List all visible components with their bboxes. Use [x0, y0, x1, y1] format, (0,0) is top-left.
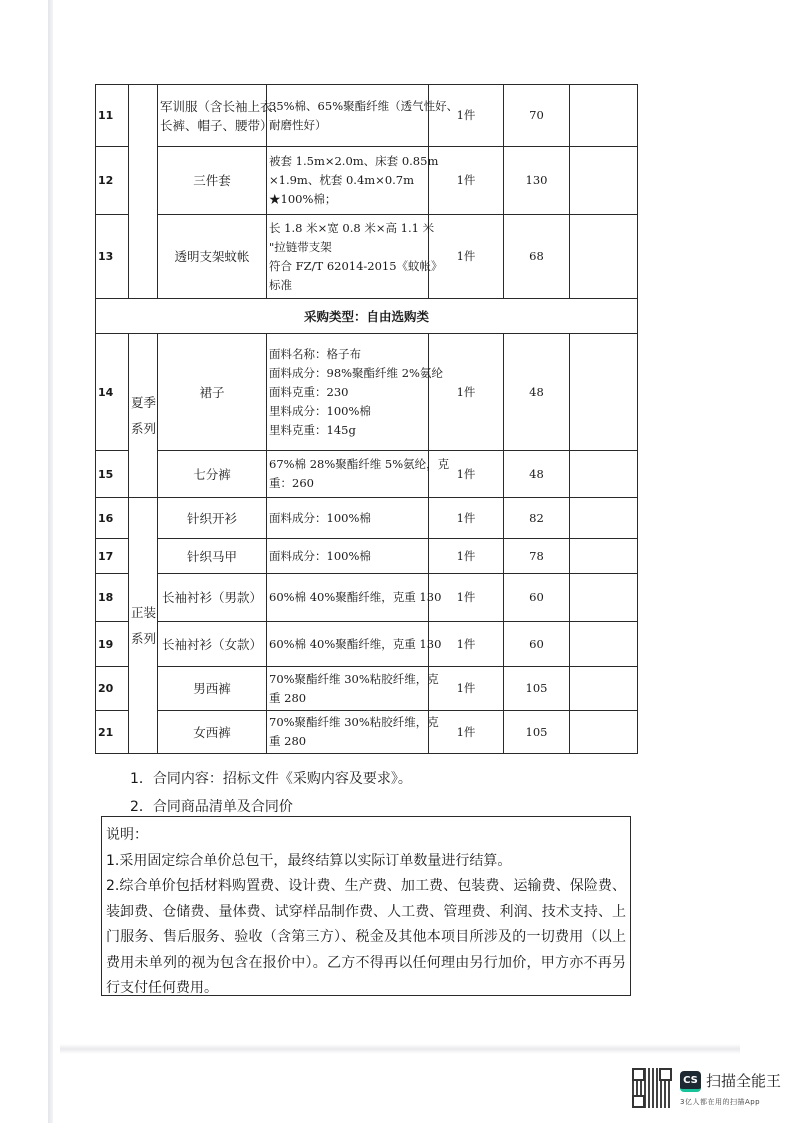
- item-spec-line: ×1.9m、枕套 0.4m×0.7m: [269, 173, 415, 187]
- item-number: 16: [96, 498, 129, 539]
- item-name: [158, 667, 267, 711]
- item-spec-line: 里料成分：100%棉: [269, 403, 371, 418]
- item-spec-line: 符合 FZ/T 62014-2015《蚊帐》: [269, 258, 443, 273]
- item-spec: [267, 622, 442, 667]
- item-name: [158, 215, 267, 299]
- item-number: 20: [96, 667, 129, 711]
- item-spec: [267, 147, 439, 215]
- table-row: [96, 498, 638, 539]
- table-row: [96, 147, 638, 215]
- item-number: 12: [96, 147, 129, 215]
- item-number: 18: [96, 574, 129, 622]
- table-row: [96, 539, 638, 574]
- item-price: 60: [504, 622, 570, 667]
- table-row: [96, 451, 638, 498]
- item-number: 13: [96, 215, 129, 299]
- item-name-line: 军训服（含长袖上衣、: [160, 98, 286, 114]
- item-spec-line: ★100%棉；: [269, 192, 337, 206]
- item-spec-line: 耐磨性好）: [269, 117, 327, 132]
- paragraph-contract-list: 2．合同商品清单及合同价: [130, 799, 293, 815]
- item-unit: 1件: [429, 215, 504, 299]
- item-name-line: 透明支架蚊帐: [174, 249, 250, 264]
- item-number: 17: [96, 539, 129, 574]
- category-cell: [129, 334, 158, 498]
- item-name-line: 长袖衬衫（女款）: [161, 636, 262, 652]
- item-unit: 1件: [429, 622, 504, 667]
- item-remark: [570, 622, 638, 667]
- item-remark: [570, 498, 638, 539]
- category-label: 夏季系列: [131, 394, 157, 436]
- item-name-line: 针织开衫: [186, 510, 237, 526]
- item-spec-line: 60%棉 40%聚酯纤维，克重 130: [269, 590, 442, 604]
- item-spec: [267, 539, 429, 574]
- item-spec: [267, 498, 429, 539]
- item-name: [158, 711, 267, 754]
- item-unit: 1件: [429, 539, 504, 574]
- scanner-watermark: [632, 1068, 782, 1112]
- category-label: 正装系列: [131, 604, 157, 646]
- item-price: 130: [504, 147, 570, 215]
- item-name-line: 七分裤: [193, 466, 231, 482]
- item-price: 68: [504, 215, 570, 299]
- item-name-line: 针织马甲: [186, 548, 237, 564]
- item-spec: [267, 574, 442, 622]
- item-name-line: 女西裤: [193, 724, 231, 740]
- table-row: [96, 622, 638, 667]
- item-price: 70: [504, 85, 570, 147]
- procurement-type-row: [96, 299, 638, 334]
- item-name: [158, 622, 267, 667]
- item-unit: 1件: [429, 711, 504, 754]
- product-table: [95, 84, 638, 754]
- item-spec-line: 面料名称：格子布: [269, 346, 361, 361]
- procurement-type-banner: 采购类型：自由选购类: [96, 299, 638, 334]
- item-number: 19: [96, 622, 129, 667]
- item-spec-line: 被套 1.5m×2.0m、床套 0.85m: [269, 154, 439, 168]
- item-number: 14: [96, 334, 129, 451]
- scan-band-shadow: [60, 1044, 740, 1054]
- item-name: [158, 539, 267, 574]
- item-spec-line: 60%棉 40%聚酯纤维，克重 130: [269, 636, 442, 651]
- item-remark: [570, 711, 638, 754]
- item-name: [158, 574, 267, 622]
- item-remark: [570, 147, 638, 215]
- item-price: 105: [504, 711, 570, 754]
- item-number: 15: [96, 451, 129, 498]
- item-remark: [570, 574, 638, 622]
- note-item-1: 1.采用固定综合单价总包干，最终结算以实际订单数量进行结算。: [106, 852, 512, 869]
- item-spec-line: 35%棉、65%聚酯纤维（透气性好、: [269, 98, 459, 113]
- item-spec: [267, 451, 450, 498]
- note-title: 说明：: [106, 827, 148, 843]
- item-spec-line: 面料成分：98%聚酯纤维 2%氨纶: [269, 365, 443, 380]
- item-unit: 1件: [429, 334, 504, 451]
- item-spec-line: 重 280: [269, 734, 307, 748]
- item-name-line: 长袖衬衫（男款）: [161, 590, 262, 605]
- item-remark: [570, 85, 638, 147]
- item-spec-line: 面料克重：230: [269, 384, 349, 399]
- table-row: [96, 334, 638, 451]
- note-item-2: 2.综合单价包括材料购置费、设计费、生产费、加工费、包装费、运输费、保险费、装卸费、仓储费、量体费、试穿样品制作费、人工费、管理费、利润、技术支持、上门服务、售后服务、验收（含第三方）、税金及其他本项目所涉及的一切费用（以上费用未单列的视为包含在报价中）。乙方不得再以任何理由另行加价，甲方亦不再另行支付任何费用。: [106, 878, 626, 996]
- item-spec: [267, 334, 443, 451]
- category-cell-empty: [129, 85, 158, 299]
- item-remark: [570, 334, 638, 451]
- item-spec: [267, 215, 443, 299]
- item-spec-line: 70%聚酯纤维 30%粘胶纤维，克: [269, 715, 439, 729]
- item-unit: 1件: [429, 85, 504, 147]
- item-remark: [570, 667, 638, 711]
- item-spec: [267, 711, 439, 754]
- item-remark: [570, 539, 638, 574]
- item-number: 11: [96, 85, 129, 147]
- item-name-line: 长裤、帽子、腰带）: [160, 117, 273, 133]
- item-spec-line: 重 280: [269, 690, 307, 705]
- item-price: 48: [504, 451, 570, 498]
- qr-code-icon: [632, 1068, 672, 1108]
- item-price: 78: [504, 539, 570, 574]
- item-price: 82: [504, 498, 570, 539]
- item-spec: [267, 667, 439, 711]
- item-spec: [267, 85, 459, 147]
- item-price: 60: [504, 574, 570, 622]
- item-remark: [570, 451, 638, 498]
- item-spec-line: 长 1.8 米×宽 0.8 米×高 1.1 米: [269, 220, 435, 235]
- item-price: 105: [504, 667, 570, 711]
- camscanner-logo-icon: CS: [680, 1071, 701, 1092]
- item-unit: 1件: [429, 498, 504, 539]
- watermark-brand: 扫描全能王: [706, 1072, 782, 1090]
- item-spec-line: 标准: [269, 277, 292, 292]
- item-name: [158, 498, 267, 539]
- category-cell: [129, 498, 158, 754]
- item-name-line: 三件套: [193, 173, 231, 188]
- note-box: [101, 816, 631, 996]
- item-name-line: 裙子: [199, 384, 225, 400]
- item-spec-line: 67%棉 28%聚酯纤维 5%氨纶，克: [269, 457, 450, 471]
- item-unit: 1件: [429, 147, 504, 215]
- item-name: [158, 85, 286, 147]
- item-name: [158, 334, 267, 451]
- watermark-tagline: 3亿人都在用的扫描App: [680, 1098, 761, 1106]
- item-spec-line: "拉链带支架: [269, 239, 332, 254]
- item-spec-line: 面料成分：100%棉: [269, 510, 371, 525]
- item-unit: 1件: [429, 574, 504, 622]
- table-row: [96, 711, 638, 754]
- paragraph-contract-content: 1．合同内容：招标文件《采购内容及要求》。: [130, 771, 412, 787]
- table-row: [96, 574, 638, 622]
- scan-edge-shadow: [48, 0, 53, 1123]
- table-row: [96, 85, 638, 147]
- item-name: [158, 451, 267, 498]
- item-spec-line: 重：260: [269, 476, 314, 490]
- item-spec-line: 里料克重：145g: [269, 422, 356, 437]
- item-unit: 1件: [429, 667, 504, 711]
- item-name: [158, 147, 267, 215]
- item-number: 21: [96, 711, 129, 754]
- item-spec-line: 面料成分：100%棉: [269, 548, 371, 563]
- table-row: [96, 667, 638, 711]
- item-price: 48: [504, 334, 570, 451]
- item-spec-line: 70%聚酯纤维 30%粘胶纤维，克: [269, 671, 439, 686]
- item-remark: [570, 215, 638, 299]
- item-unit: 1件: [429, 451, 504, 498]
- table-row: [96, 215, 638, 299]
- item-name-line: 男西裤: [193, 681, 231, 696]
